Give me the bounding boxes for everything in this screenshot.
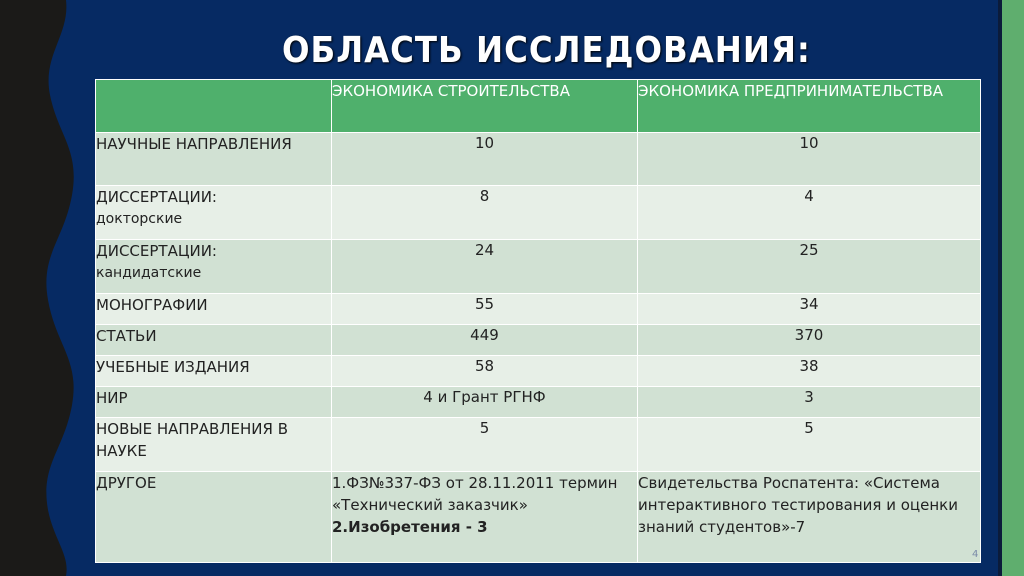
construction-value: 10 — [332, 133, 638, 186]
table-row — [96, 325, 981, 356]
entrepreneurship-value: 370 — [638, 325, 981, 356]
header-construction-economics: ЭКОНОМИКА СТРОИТЕЛЬСТВА — [332, 80, 638, 133]
row-label: НОВЫЕ НАПРАВЛЕНИЯ В НАУКЕ — [96, 418, 332, 472]
entrepreneurship-value: 25 — [638, 240, 981, 294]
construction-other-cell — [332, 472, 638, 563]
decorative-wave — [0, 0, 95, 576]
construction-value: 8 — [332, 186, 638, 240]
row-label: СТАТЬИ — [96, 325, 332, 356]
row-label-cell — [96, 240, 332, 294]
slide-title: ОБЛАСТЬ ИССЛЕДОВАНИЯ: — [282, 30, 811, 71]
table-row — [96, 186, 981, 240]
construction-value: 5 — [332, 418, 638, 472]
table-row — [96, 240, 981, 294]
right-accent-strip — [1002, 0, 1024, 576]
construction-value: 55 — [332, 294, 638, 325]
entrepreneurship-value: 38 — [638, 356, 981, 387]
row-label: УЧЕБНЫЕ ИЗДАНИЯ — [96, 356, 332, 387]
table-row — [96, 418, 981, 472]
row-label: НАУЧНЫЕ НАПРАВЛЕНИЯ — [96, 133, 332, 186]
construction-other-line1: 1.ФЗ№337-ФЗ от 28.11.2011 термин «Технический заказчик» — [332, 474, 618, 514]
row-label: ДРУГОЕ — [96, 472, 332, 563]
table-row — [96, 356, 981, 387]
entrepreneurship-other: Свидетельства Роспатента: «Система интерактивного тестирования и оценки знаний студентов»-7 — [638, 472, 981, 563]
row-sublabel: кандидатские — [96, 265, 202, 281]
row-label: ДИССЕРТАЦИИ: — [96, 188, 217, 206]
entrepreneurship-value: 34 — [638, 294, 981, 325]
table-header-row — [96, 80, 981, 133]
construction-other-line2: 2.Изобретения - 3 — [332, 518, 488, 536]
header-empty-cell — [96, 80, 332, 133]
entrepreneurship-value: 4 — [638, 186, 981, 240]
entrepreneurship-value: 10 — [638, 133, 981, 186]
construction-value: 449 — [332, 325, 638, 356]
row-label: ДИССЕРТАЦИИ: — [96, 242, 217, 260]
entrepreneurship-value: 3 — [638, 387, 981, 418]
header-entrepreneurship-economics: ЭКОНОМИКА ПРЕДПРИНИМАТЕЛЬСТВА — [638, 80, 981, 133]
page-number: 4 — [972, 549, 979, 560]
construction-value: 58 — [332, 356, 638, 387]
row-label: МОНОГРАФИИ — [96, 294, 332, 325]
construction-value: 4 и Грант РГНФ — [332, 387, 638, 418]
table-row — [96, 294, 981, 325]
research-area-table — [95, 79, 981, 563]
row-label: НИР — [96, 387, 332, 418]
table-row — [96, 133, 981, 186]
entrepreneurship-value: 5 — [638, 418, 981, 472]
construction-value: 24 — [332, 240, 638, 294]
table-row — [96, 387, 981, 418]
row-sublabel: докторские — [96, 211, 183, 227]
row-label-cell — [96, 186, 332, 240]
table-row-other — [96, 472, 981, 563]
